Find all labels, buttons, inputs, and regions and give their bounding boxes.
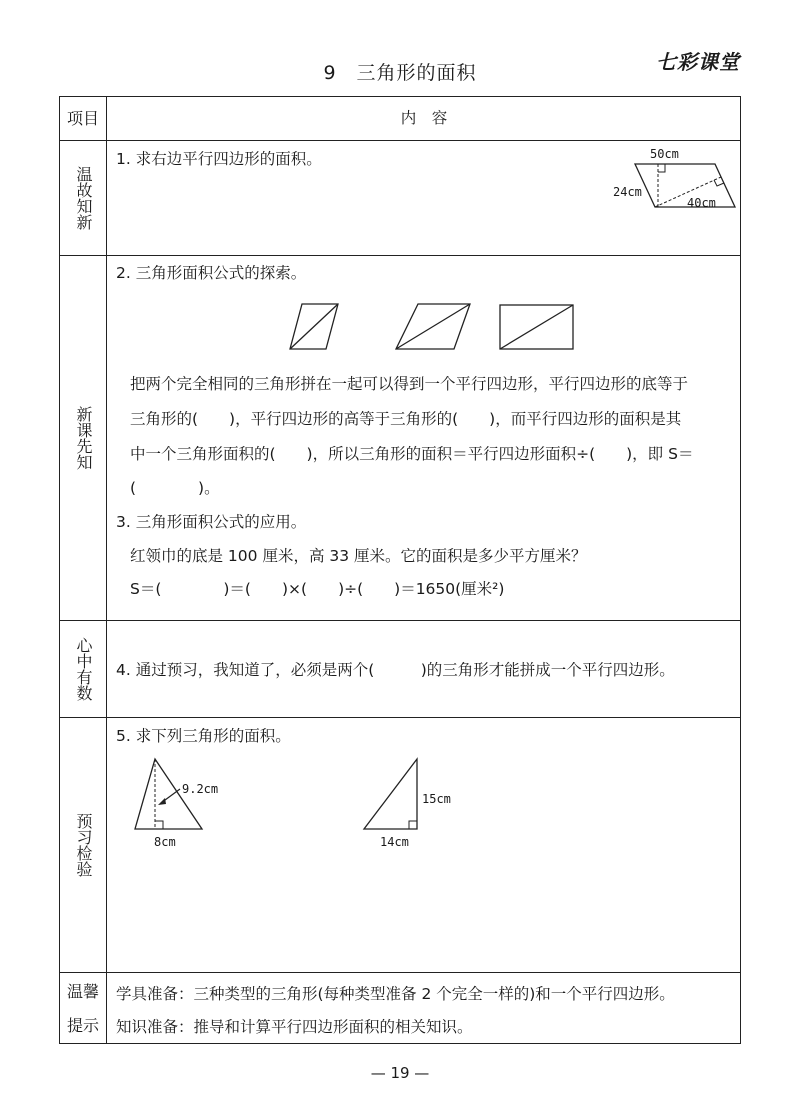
shapes-figure: [290, 302, 580, 352]
question-2: 2. 三角形面积公式的探索。: [116, 264, 307, 282]
worksheet-table: [59, 96, 741, 1044]
page-title: 9 三角形的面积: [323, 62, 477, 84]
question-1: 1. 求右边平行四边形的面积。: [116, 150, 322, 168]
question-3-formula: S＝( )＝( )×( )÷( )＝1650(厘米²): [130, 580, 505, 598]
row-label-tips-2: 提示: [66, 1015, 99, 1035]
row-label-preview: 新课先知: [74, 405, 93, 470]
para-left-label: 24cm: [613, 185, 642, 199]
row-label-check: 预习检验: [74, 812, 93, 877]
para-line-1: 把两个完全相同的三角形拼在一起可以得到一个平行四边形，平行四边形的底等于: [130, 375, 689, 393]
para-line-2: 三角形的( )，平行四边形的高等于三角形的( )，而平行四边形的面积是其: [130, 410, 682, 428]
row-divider: [60, 620, 740, 621]
question-3: 3. 三角形面积公式的应用。: [116, 513, 307, 531]
column-divider: [106, 97, 107, 1043]
tips-line-1: 学具准备：三种类型的三角形(每种类型准备 2 个完全一样的)和一个平行四边形。: [116, 985, 675, 1003]
row-divider: [60, 255, 740, 256]
column-header-content: 内 容: [400, 109, 448, 127]
row-divider: [60, 717, 740, 718]
triangle-2-base-label: 14cm: [380, 835, 409, 849]
page-number: — 19 —: [370, 1064, 430, 1082]
para-bottom-label: 40cm: [687, 196, 716, 210]
row-label-tips-1: 温馨: [66, 981, 99, 1001]
para-line-3: 中一个三角形面积的( )，所以三角形的面积＝平行四边形面积÷( )，即 S＝: [130, 445, 694, 463]
row-divider: [60, 972, 740, 973]
row-divider: [60, 140, 740, 141]
para-top-label: 50cm: [650, 147, 679, 161]
question-3-text: 红领巾的底是 100 厘米，高 33 厘米。它的面积是多少平方厘米？: [130, 547, 587, 565]
row-label-mind: 心中有数: [74, 636, 93, 701]
question-4: 4. 通过预习，我知道了，必须是两个( )的三角形才能拼成一个平行四边形。: [116, 661, 675, 679]
triangle-1-height-label: 9.2cm: [182, 782, 219, 796]
question-5: 5. 求下列三角形的面积。: [116, 727, 291, 745]
column-header-item: 项目: [66, 108, 99, 128]
para-line-4: ( )。: [130, 479, 220, 497]
triangle-2-height-label: 15cm: [422, 792, 451, 806]
triangle-1-base-label: 8cm: [154, 835, 176, 849]
brand-logo: 七彩课堂: [656, 50, 740, 74]
row-label-review: 温故知新: [74, 165, 93, 230]
tips-line-2: 知识准备：推导和计算平行四边形面积的相关知识。: [116, 1018, 473, 1036]
